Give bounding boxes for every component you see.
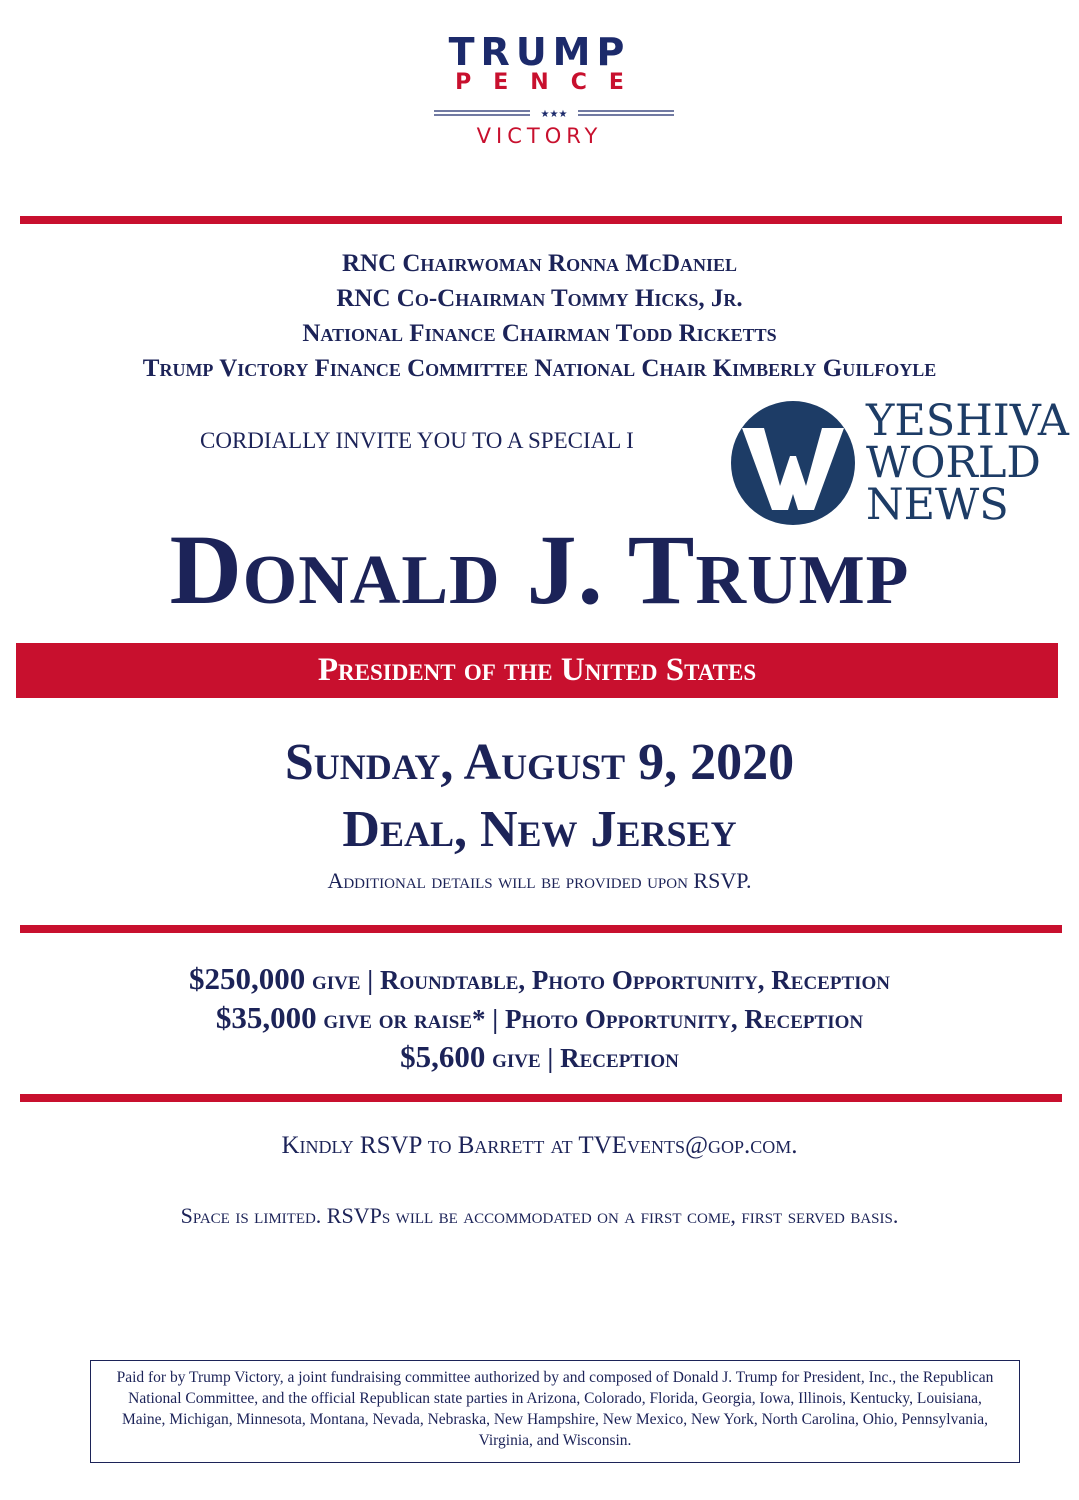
hosts-list	[0, 246, 1079, 386]
tier-amount: $5,600	[400, 1039, 486, 1074]
event-date: Sunday, August 9, 2020	[284, 734, 795, 791]
tier-row	[0, 960, 1079, 999]
space-limited-text: Space is limited. RSVPs will be accommodated on a first come, first served basis.	[180, 1203, 899, 1228]
event-details-note: Additional details will be provided upon RSVP.	[327, 868, 752, 893]
tier-row	[0, 999, 1079, 1038]
paid-for-disclaimer: Paid for by Trump Victory, a joint fundraising committee authorized by and composed of Donald J. Trump for President, Inc., the Republican National Committee, and the official Republican state parties in Arizona, Colorado, Florida, Georgia, Iowa, Illinois, Kentucky, Louisiana, Maine, Michigan, Minnesota, Montana, Nevada, Nebraska, New Hampshire, New Mexico, New York, North Carolina, Ohio, Pennsylvania, Virginia, and Wisconsin.	[90, 1360, 1020, 1463]
host-line: RNC Co-Chairman Tommy Hicks, Jr.	[336, 285, 743, 312]
tier-amount: $35,000	[215, 1000, 317, 1035]
host-line: National Finance Chairman Todd Ricketts	[302, 320, 777, 347]
tier-amount: $250,000	[188, 961, 306, 996]
watermark-line: NEWS	[866, 480, 1009, 530]
tier-description: give or raise* | Photo Opportunity, Reception	[316, 1004, 864, 1034]
watermark-line: YESHIVA	[866, 396, 1069, 446]
tier-row	[0, 1038, 1079, 1077]
logo-pence: PENCE	[455, 70, 646, 95]
watermark-line: WORLD	[866, 438, 1041, 488]
watermark-text	[866, 396, 1069, 530]
title-banner	[16, 643, 1058, 698]
logo-rule-stars-icon	[434, 108, 674, 118]
logo-victory: VICTORY	[476, 124, 603, 148]
host-line: RNC Chairwoman Ronna McDaniel	[341, 250, 738, 277]
top-red-divider	[20, 216, 1062, 224]
giving-tiers	[0, 960, 1079, 1077]
yeshiva-world-news-logo-icon	[728, 398, 858, 528]
tier-description: give | Reception	[485, 1043, 679, 1073]
invite-text: CORDIALLY INVITE YOU TO A SPECIAL I	[200, 428, 634, 453]
tier-description: give | Roundtable, Photo Opportunity, Reception	[305, 965, 891, 995]
middle-red-divider	[20, 925, 1062, 933]
banner-title: President of the United States	[317, 652, 757, 688]
guest-name: Donald J. Trump	[169, 514, 910, 625]
bottom-red-divider	[20, 1094, 1062, 1102]
event-location: Deal, New Jersey	[342, 801, 737, 858]
host-line: Trump Victory Finance Committee National Chair Kimberly Guilfoyle	[142, 355, 937, 382]
logo-stars: ★★★	[540, 109, 568, 118]
rsvp-text: Kindly RSVP to Barrett at TVEvents@gop.com.	[281, 1132, 798, 1159]
logo-trump: TRUMP	[448, 30, 631, 74]
